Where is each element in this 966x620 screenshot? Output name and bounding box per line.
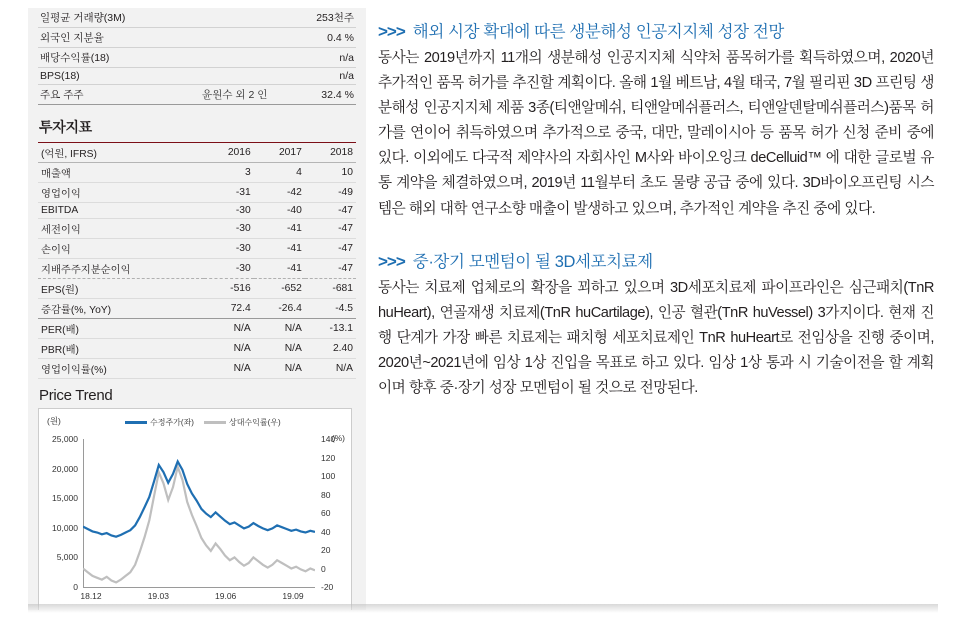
chart-ytick-right: 0 [321,563,326,574]
cell-2016: -30 [204,259,254,279]
row-label: 매출액 [38,163,204,183]
summary-label: BPS(18) [38,68,180,85]
cell-2018: -47 [305,203,356,219]
row-label: 증감률(%, YoY) [38,299,204,319]
table-row [38,319,356,339]
table-row [38,68,356,85]
cell-2016: N/A [204,319,254,339]
cell-2016: N/A [204,359,254,379]
row-label: 지배주주지분순이익 [38,259,204,279]
column-header-2017: 2017 [254,143,305,163]
cell-2018: -681 [305,279,356,299]
summary-value: n/a [290,48,356,68]
cell-2016: -516 [204,279,254,299]
legend-swatch-price [125,421,147,424]
summary-value: 32.4 % [290,85,356,105]
cell-2017: -41 [254,259,305,279]
row-label: 손이익 [38,239,204,259]
chart-ytick-right: 20 [321,545,331,555]
cell-2016: -31 [204,183,254,203]
column-header-2018: 2018 [305,143,356,163]
section-body-1: 동사는 2019년까지 11개의 생분해성 인공지지체 식약처 품목허가를 획득하였으며, 2020년 추가적인 품목 허가를 추진할 계획이다. 올해 1월 베트남, 4월 태국, 7월 필리핀 3D 프린팅 생분해성 인공지지체 제품 3종(티앤알메쉬, 티앤알메쉬플러스, 티앤알덴탈메쉬플러스)품목 허가를 연이어 취득하였으며 추가적으로 중국, 대만, 말레이시아 등 품목 허가 신청 준비 중에 있다. 이외에도 다국적 제약사의 자회사인 M사와 바이오잉크 deCelluid™ 에 대한 글로벌 유통 계약을 체결하였으며, 2019년 11월부터 초도 물량 공급 중에 있다. 3D바이오프린팅 시스템은 해외 대학 연구소향 매출이 발생하고 있으며, 추가적인 계약을 추진 중에 있다. [378,50,934,217]
cell-2018: -4.5 [305,299,356,319]
legend-item-price [125,417,194,428]
column-header-unit: (억원, IFRS) [38,143,204,163]
summary-label: 외국인 지분율 [38,28,180,48]
table-row [38,163,356,183]
chart-ytick-right: 100 [321,471,336,481]
chart-ytick-right: 120 [321,452,336,463]
cell-2016: -30 [204,239,254,259]
chart-unit-left: (원) [47,416,61,426]
page-shadow [28,604,938,613]
table-row [38,259,356,279]
chart-legend [125,417,281,428]
section-heading-1 [378,18,934,42]
legend-item-relative-return [204,417,281,428]
chart-xtick: 18.12 [80,591,102,601]
financial-metrics-table [38,142,356,379]
chart-ytick-left: 0 [73,582,78,592]
summary-mid [180,28,290,48]
row-label: 영업이익 [38,183,204,203]
summary-value: 253천주 [290,8,356,28]
cell-2018: -49 [305,183,356,203]
summary-mid [180,68,290,85]
chart-x-axis-line [83,587,315,588]
chart-plot-area [83,439,315,587]
section-heading-1-text: 해외 시장 확대에 따른 생분해성 인공지지체 성장 전망 [412,23,784,41]
section-body-2: 동사는 치료제 업체로의 확장을 꾀하고 있으며 3D세포치료제 파이프라인은 심근패치(TnR huHeart), 연골재생 치료제(TnR huCartilage), 인공 혈관(TnR huVessel) 3가지이다. 현재 진행 단계가 가장 빠른 치료제는 패치형 세포치료제인 TnR huHeart로 전임상을 진행 중이며, 2020년~2021년에 임상 1상 진입을 목표로 하고 있다. 임상 1상 통과 시 기술이전을 할 계획이며 향후 중·장기 성장 모멘텀이 될 것으로 전망된다. [378,279,934,397]
cell-2018: 2.40 [305,339,356,359]
row-label: 세전이익 [38,219,204,239]
cell-2017: -26.4 [254,299,305,319]
table-row [38,85,356,105]
cell-2017: N/A [254,359,305,379]
cell-2017: -41 [254,219,305,239]
chart-y-axis-left-labels [41,434,81,592]
cell-2018: -13.1 [305,319,356,339]
chart-line-price [83,462,315,537]
cell-2018: -47 [305,259,356,279]
legend-label-relative-return: 상대수익률(우) [228,418,281,427]
row-label: PER(배) [38,319,204,339]
cell-2016: 3 [204,163,254,183]
row-label: EBITDA [38,203,204,219]
chevron-right-icon: >>> [378,22,405,41]
cell-2017: 4 [254,163,305,183]
summary-label: 배당수익률(18) [38,48,180,68]
cell-2017: -41 [254,239,305,259]
chart-ytick-left: 15,000 [52,493,78,504]
price-trend-chart [38,408,352,610]
summary-label: 주요 주주 [38,85,180,105]
cell-2018: -47 [305,219,356,239]
table-header-row [38,143,356,163]
summary-value: n/a [290,68,356,85]
cell-2016: -30 [204,203,254,219]
legend-label-price: 수정주가(좌) [150,418,194,427]
cell-2018: 10 [305,163,356,183]
section-heading-2-text: 중·장기 모멘텀이 될 3D세포치료제 [412,252,653,271]
chart-ytick-right: 40 [321,526,331,537]
row-label: PBR(배) [38,339,204,359]
cell-2018: N/A [305,359,356,379]
chart-unit-right: (%) [331,433,345,443]
chart-ytick-left: 5,000 [56,552,78,563]
chart-xtick: 19.09 [282,591,304,601]
chevron-right-icon: >>> [378,251,405,271]
cell-2017: N/A [254,319,305,339]
chart-ytick-left: 10,000 [52,522,78,533]
chart-ytick-left: 20,000 [52,463,78,474]
cell-2018: -47 [305,239,356,259]
summary-value: 0.4 % [290,28,356,48]
chart-ytick-right: 60 [321,508,331,518]
table-row [38,279,356,299]
table-row [38,359,356,379]
chart-xtick: 19.03 [147,591,169,601]
cell-2016: 72.4 [204,299,254,319]
row-label: EPS(원) [38,279,204,299]
summary-table [38,8,356,105]
table-row [38,339,356,359]
chart-ytick-left: 25,000 [52,434,78,444]
summary-mid [180,48,290,68]
legend-swatch-relative-return [204,421,226,424]
cell-2017: N/A [254,339,305,359]
summary-mid [180,8,290,28]
summary-mid: 윤원수 외 2 인 [180,85,290,105]
cell-2016: N/A [204,339,254,359]
chart-y-axis-right-labels [319,434,349,592]
table-row [38,28,356,48]
section-title-investment-metrics: 투자지표 [39,119,92,135]
table-row [38,239,356,259]
column-header-2016: 2016 [204,143,254,163]
row-label: 영업이익률(%) [38,359,204,379]
chart-line-relative-return [83,467,315,583]
summary-label: 일평균 거래량(3M) [38,8,180,28]
chart-title: Price Trend [39,387,113,404]
chart-ytick-right: -20 [321,582,334,592]
chart-ytick-right: 80 [321,489,331,500]
cell-2017: -652 [254,279,305,299]
chart-xtick: 19.06 [215,591,237,601]
table-row [38,299,356,319]
table-row [38,48,356,68]
table-row [38,183,356,203]
article-content [378,18,934,427]
cell-2016: -30 [204,219,254,239]
table-row [38,8,356,28]
chart-ytick-right: 140 [321,434,336,444]
table-row [38,203,356,219]
left-sidebar-panel [28,8,366,610]
table-row [38,219,356,239]
section-heading-2 [378,248,934,272]
cell-2017: -40 [254,203,305,219]
cell-2017: -42 [254,183,305,203]
